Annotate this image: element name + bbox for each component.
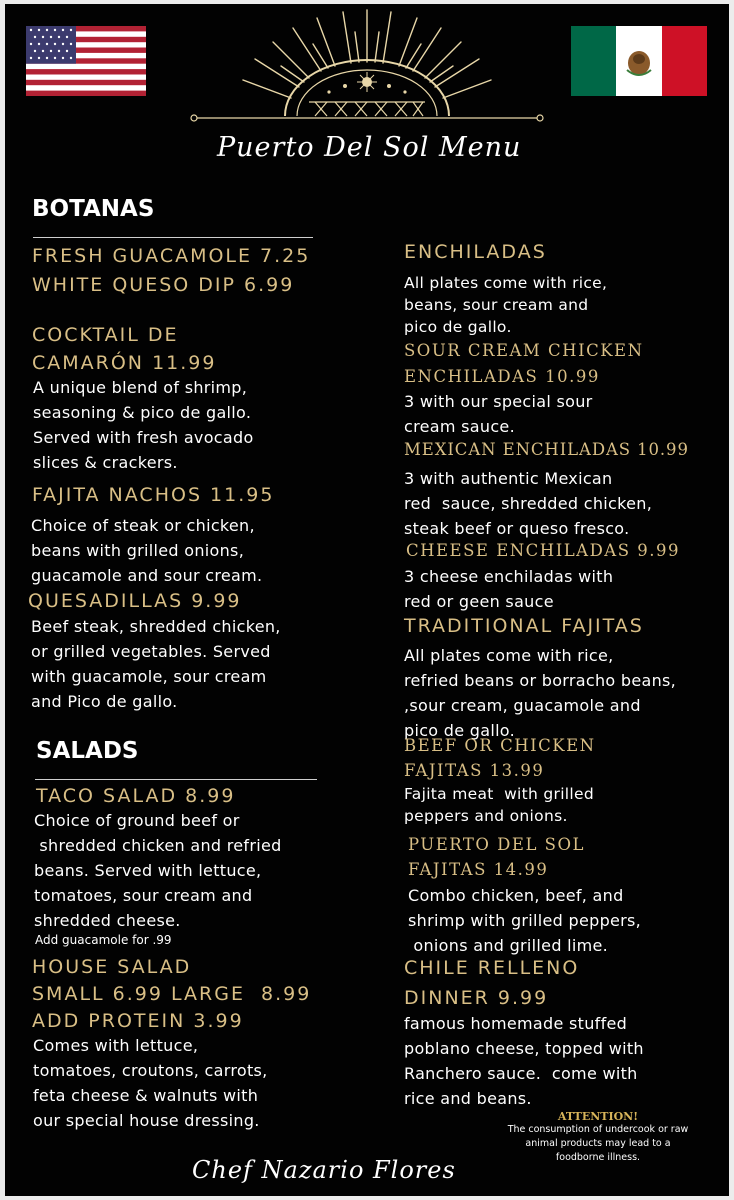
quesadillas-description: Beef steak, shredded chicken, or grilled vegetables. Served with guacamole, sour cream and Pico de gallo. — [31, 617, 281, 711]
salads-divider — [35, 779, 317, 780]
menu-title: Puerto Del Sol Menu — [217, 132, 522, 163]
taco-salad-item: TACO SALAD 8.99 — [36, 785, 236, 807]
sour-cream-enchiladas-line1: SOUR CREAM CHICKEN — [404, 341, 644, 360]
house-salad-item: HOUSE SALAD — [32, 956, 192, 978]
beef-chicken-fajitas-line1: BEEF OR CHICKEN — [404, 736, 596, 755]
guacamole-item: FRESH GUACAMOLE 7.25 — [32, 245, 311, 267]
taco-salad-description: Choice of ground beef or shredded chicken and refried beans. Served with lettuce, tomatoes, sour cream and shredded cheese. — [34, 811, 282, 930]
sour-cream-enchiladas-line2: ENCHILADAS 10.99 — [404, 367, 600, 386]
cocktail-name-line1: COCKTAIL DE — [32, 324, 179, 346]
cheese-enchiladas-description: 3 cheese enchiladas with red or geen sauce — [404, 567, 614, 611]
mexican-enchiladas-item: MEXICAN ENCHILADAS 10.99 — [404, 440, 689, 459]
menu-board — [5, 4, 729, 1196]
house-salad-description: Comes with lettuce, tomatoes, croutons, carrots, feta cheese & walnuts with our special house dressing. — [33, 1036, 268, 1130]
beef-chicken-fajitas-description: Fajita meat with grilled peppers and onions. — [404, 785, 594, 825]
botanas-divider — [33, 237, 313, 238]
enchiladas-heading: ENCHILADAS — [404, 241, 547, 263]
notice-title: ATTENTION! — [557, 1110, 639, 1123]
add-protein-item: ADD PROTEIN 3.99 — [32, 1010, 244, 1032]
quesadillas-item: QUESADILLAS 9.99 — [28, 590, 242, 612]
cheese-enchiladas-item: CHEESE ENCHILADAS 9.99 — [406, 541, 681, 560]
sour-cream-enchiladas-description: 3 with our special sour cream sauce. — [404, 392, 593, 436]
traditional-fajitas-heading: TRADITIONAL FAJITAS — [404, 615, 644, 637]
enchiladas-intro: All plates come with rice, beans, sour cream and pico de gallo. — [404, 274, 608, 336]
beef-chicken-fajitas-line2: FAJITAS 13.99 — [404, 761, 545, 780]
traditional-fajitas-intro: All plates come with rice, refried beans or borracho beans, ,sour cream, guacamole and pico de gallo. — [404, 646, 677, 740]
puerto-del-sol-fajitas-description: Combo chicken, beef, and shrimp with grilled peppers, onions and grilled lime. — [408, 886, 642, 955]
fajita-nachos-description: Choice of steak or chicken, beans with grilled onions, guacamole and sour cream. — [31, 516, 263, 585]
chile-relleno-line1: CHILE RELLENO — [404, 957, 580, 979]
cocktail-name-line2: CAMARÓN 11.99 — [32, 352, 217, 374]
mexico-flag-icon — [571, 26, 707, 101]
food-safety-notice: ATTENTION! The consumption of undercook or raw animal products may lead to a foodborne illness. — [475, 1110, 721, 1165]
salads-heading: SALADS — [36, 738, 139, 764]
botanas-heading: BOTANAS — [32, 196, 155, 222]
chile-relleno-description: famous homemade stuffed poblano cheese, topped with Ranchero sauce. come with rice and beans. — [404, 1014, 644, 1108]
cocktail-description: A unique blend of shrimp, seasoning & pico de gallo. Served with fresh avocado slices & crackers. — [33, 378, 254, 472]
chile-relleno-line2: DINNER 9.99 — [404, 987, 549, 1009]
house-salad-sizes: SMALL 6.99 LARGE 8.99 — [32, 983, 312, 1005]
us-flag-icon — [26, 26, 146, 101]
sunburst-emblem-icon — [185, 4, 549, 131]
puerto-del-sol-fajitas-line1: PUERTO DEL SOL — [408, 835, 585, 854]
puerto-del-sol-fajitas-line2: FAJITAS 14.99 — [408, 860, 549, 879]
queso-dip-item: WHITE QUESO DIP 6.99 — [32, 274, 295, 296]
mexican-enchiladas-description: 3 with authentic Mexican red sauce, shredded chicken, steak beef or queso fresco. — [404, 469, 653, 538]
guacamole-addon-note: Add guacamole for .99 — [35, 933, 172, 947]
fajita-nachos-item: FAJITA NACHOS 11.95 — [32, 484, 275, 506]
chef-signature: Chef Nazario Flores — [192, 1156, 456, 1184]
